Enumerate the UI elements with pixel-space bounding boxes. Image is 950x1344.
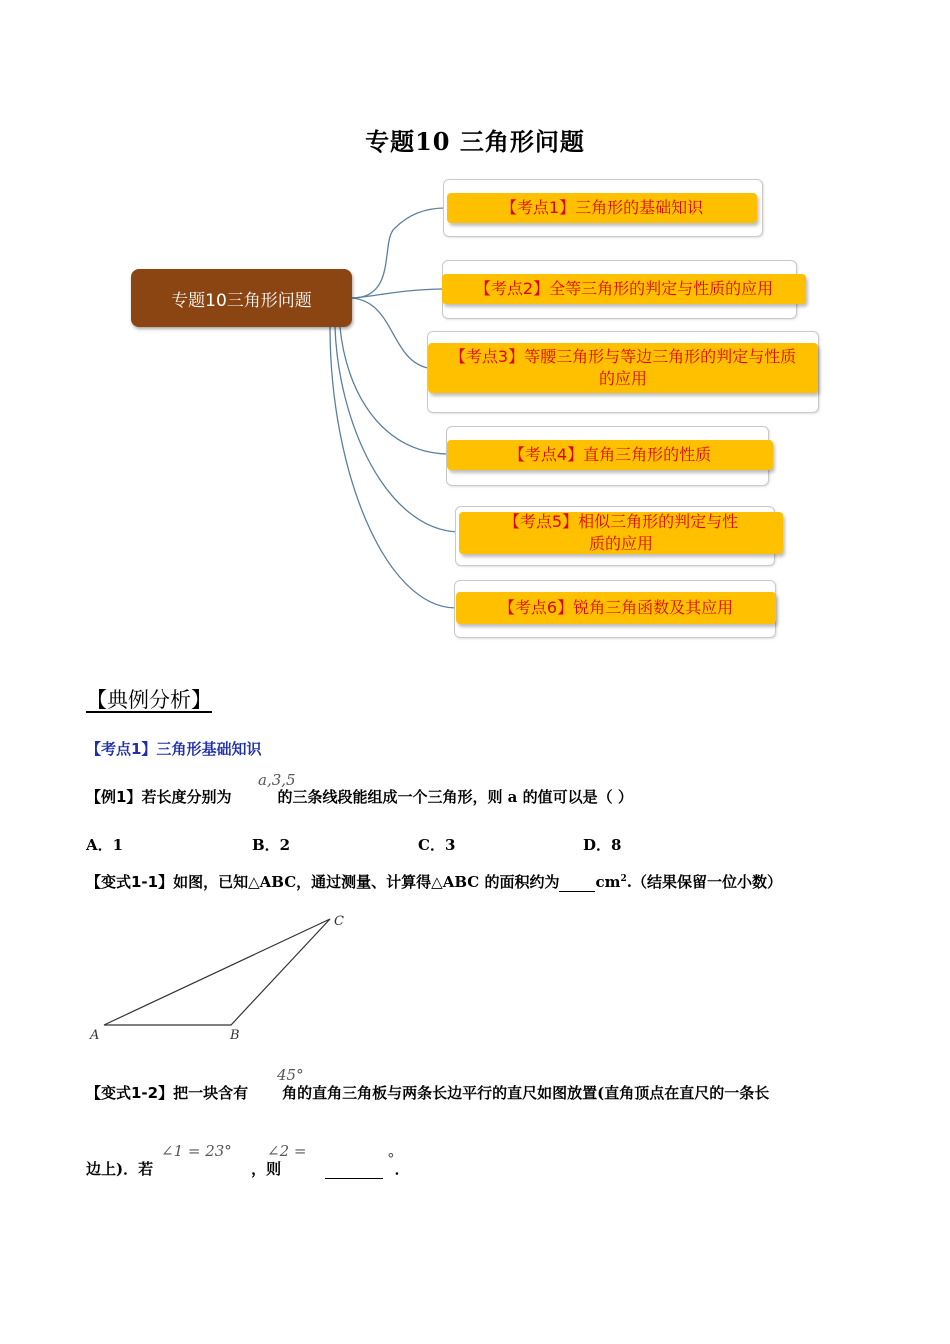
- triangle-abc: [104, 919, 330, 1025]
- variant-1-2-line2-mid: ，则: [251, 1160, 282, 1178]
- variant-1-2-angle-45: 45°: [277, 1066, 304, 1084]
- variant-1-1-text-before: 如图，已知△ABC，通过测量、计算得△ABC 的面积约为: [173, 873, 560, 891]
- triangle-figure: [84, 908, 364, 1046]
- mindmap-node-1: 【考点1】三角形的基础知识: [447, 193, 757, 223]
- section-heading: 【典例分析】: [86, 688, 212, 712]
- variant-1-1-line: [86, 871, 782, 892]
- variant-1-2-line2-end: ．: [394, 1160, 410, 1178]
- document-title: 专题10 三角形问题: [365, 127, 585, 156]
- mindmap-node-3: 【考点3】等腰三角形与等边三角形的判定与性质的应用: [428, 343, 818, 393]
- example-1-text-before: 若长度分别为: [141, 788, 232, 806]
- option-c: C．3: [418, 836, 456, 854]
- vertex-label-b: B: [230, 1028, 240, 1043]
- example-1-text-after: 的三条线段能组成一个三角形，则 a 的值可以是（ ）: [277, 788, 633, 806]
- variant-1-1-unit: cm: [595, 873, 621, 891]
- mindmap-node-4: 【考点4】直角三角形的性质: [447, 440, 773, 470]
- vertex-label-c: C: [334, 914, 344, 929]
- variant-1-2-line-1: [86, 1082, 769, 1103]
- mindmap-root: 专题10三角形问题: [131, 269, 352, 327]
- example-1-math: a,3,5: [258, 771, 296, 789]
- connector-2: [352, 289, 442, 298]
- example-1-tag: 【例1】: [86, 788, 142, 806]
- variant-1-2-tag: 【变式1-2】: [86, 1084, 174, 1102]
- variant-1-1-answer-blank[interactable]: [559, 873, 595, 892]
- option-b: B．2: [252, 836, 291, 854]
- mindmap-node-5: 【考点5】相似三角形的判定与性质的应用: [459, 512, 783, 554]
- variant-1-2-answer-blank[interactable]: [325, 1160, 383, 1179]
- option-a: A．1: [86, 836, 124, 854]
- variant-1-2-angle-2: ∠2 =: [267, 1142, 307, 1160]
- connector-3: [352, 298, 428, 368]
- variant-1-1-unit-sup: 2: [620, 874, 627, 884]
- variant-1-2-line2-before: 边上)．若: [86, 1160, 154, 1178]
- mindmap-node-6: 【考点6】锐角三角函数及其应用: [456, 592, 776, 624]
- mindmap-node-2: 【考点2】全等三角形的判定与性质的应用: [442, 274, 806, 304]
- variant-1-2-text-after: 角的直角三角板与两条长边平行的直尺如图放置(直角顶点在直尺的一条长: [282, 1084, 770, 1102]
- vertex-label-a: A: [90, 1028, 100, 1043]
- connector-1: [352, 208, 445, 298]
- variant-1-2-degree: °: [387, 1150, 395, 1168]
- variant-1-2-text-before: 把一块含有: [173, 1084, 249, 1102]
- variant-1-1-tag: 【变式1-1】: [86, 873, 174, 891]
- option-d: D．8: [583, 836, 622, 854]
- variant-1-2-angle-1: ∠1 = 23°: [161, 1142, 232, 1160]
- variant-1-1-text-after: .（结果保留一位小数）: [626, 873, 782, 891]
- example-1-line: [86, 786, 633, 807]
- kaodian-1-heading: 【考点1】三角形基础知识: [86, 740, 262, 758]
